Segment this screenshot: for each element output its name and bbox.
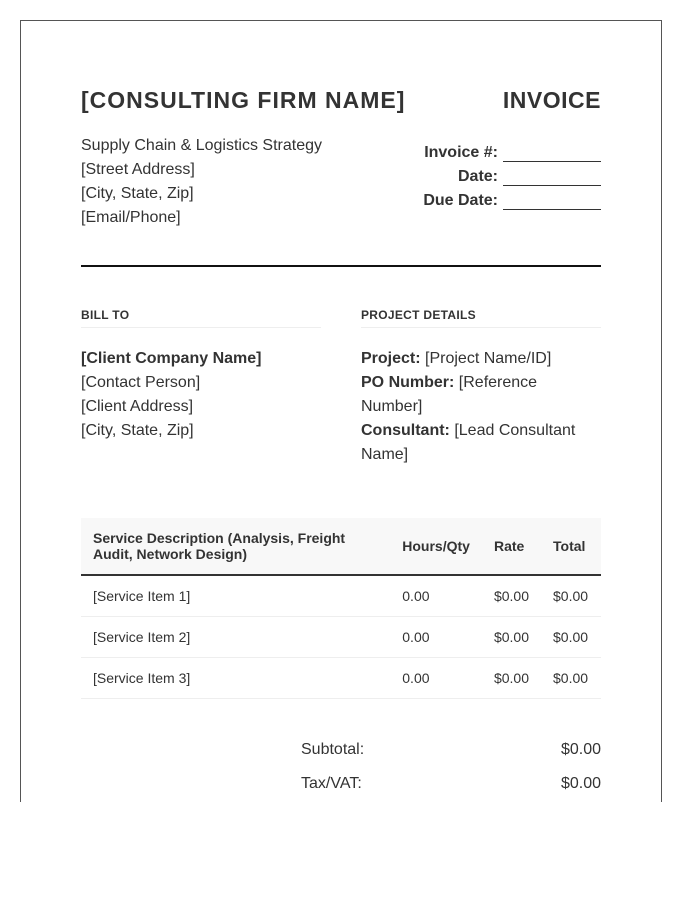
header-description: Service Description (Analysis, Freight Audit, Network Design) xyxy=(81,518,390,575)
consultant-value: [Lead Consultant Name] xyxy=(361,422,576,463)
invoice-header xyxy=(81,87,601,114)
subtotal-row xyxy=(301,733,601,767)
consultant-label: Consultant: xyxy=(361,422,450,439)
project-details-section xyxy=(361,308,601,467)
project-line xyxy=(361,347,601,371)
header-rate: Rate xyxy=(482,518,541,575)
row-total: $0.00 xyxy=(541,616,601,657)
row-description: [Service Item 3] xyxy=(81,657,390,698)
firm-contact: [Email/Phone] xyxy=(81,209,181,226)
row-description: [Service Item 2] xyxy=(81,616,390,657)
table-header-row xyxy=(81,518,601,575)
po-number-label: PO Number: xyxy=(361,374,455,391)
invoice-number-row xyxy=(381,138,601,162)
client-contact: [Contact Person] xyxy=(81,374,201,391)
service-items-table xyxy=(81,518,601,699)
row-rate: $0.00 xyxy=(482,616,541,657)
subtotal-value: $0.00 xyxy=(560,741,601,758)
project-value: [Project Name/ID] xyxy=(425,350,552,367)
invoice-title: INVOICE xyxy=(502,87,601,113)
row-description: [Service Item 1] xyxy=(81,575,390,616)
totals-section xyxy=(301,733,601,801)
client-address: [Client Address] xyxy=(81,398,194,415)
bill-to-label: BILL TO xyxy=(81,308,321,328)
table-row xyxy=(81,616,601,657)
client-city: [City, State, Zip] xyxy=(81,422,194,439)
firm-name: [CONSULTING FIRM NAME] xyxy=(81,87,406,113)
subtotal-label: Subtotal: xyxy=(301,741,365,758)
due-date-row xyxy=(381,186,601,210)
tax-value: $0.00 xyxy=(560,775,601,792)
table-row xyxy=(81,657,601,698)
due-date-label: Due Date: xyxy=(423,192,498,209)
due-date-blank[interactable] xyxy=(503,195,601,210)
header-divider xyxy=(81,265,601,267)
invoice-date-blank[interactable] xyxy=(503,171,601,186)
row-rate: $0.00 xyxy=(482,575,541,616)
header-hours: Hours/Qty xyxy=(390,518,482,575)
row-hours: 0.00 xyxy=(390,575,482,616)
invoice-number-blank[interactable] xyxy=(503,147,601,162)
invoice-meta xyxy=(381,138,601,210)
po-number-value: [Reference Number] xyxy=(361,374,538,415)
tax-label: Tax/VAT: xyxy=(301,775,362,792)
client-company: [Client Company Name] xyxy=(81,350,262,367)
invoice-date-row xyxy=(381,162,601,186)
firm-info xyxy=(81,134,322,230)
project-label: Project: xyxy=(361,350,421,367)
client-company-line xyxy=(81,347,321,371)
row-hours: 0.00 xyxy=(390,657,482,698)
po-number-line xyxy=(361,371,601,419)
firm-tagline: Supply Chain & Logistics Strategy xyxy=(81,137,323,154)
header-total: Total xyxy=(541,518,601,575)
firm-city: [City, State, Zip] xyxy=(81,185,194,202)
table-row xyxy=(81,575,601,616)
tax-row xyxy=(301,767,601,801)
firm-street: [Street Address] xyxy=(81,161,195,178)
invoice-number-label: Invoice #: xyxy=(424,144,498,161)
row-hours: 0.00 xyxy=(390,616,482,657)
invoice-date-label: Date: xyxy=(457,168,498,185)
row-total: $0.00 xyxy=(541,575,601,616)
bill-to-section xyxy=(81,308,321,443)
project-details-label: PROJECT DETAILS xyxy=(361,308,601,328)
row-rate: $0.00 xyxy=(482,657,541,698)
row-total: $0.00 xyxy=(541,657,601,698)
invoice-sheet xyxy=(20,20,662,802)
consultant-line xyxy=(361,419,601,467)
